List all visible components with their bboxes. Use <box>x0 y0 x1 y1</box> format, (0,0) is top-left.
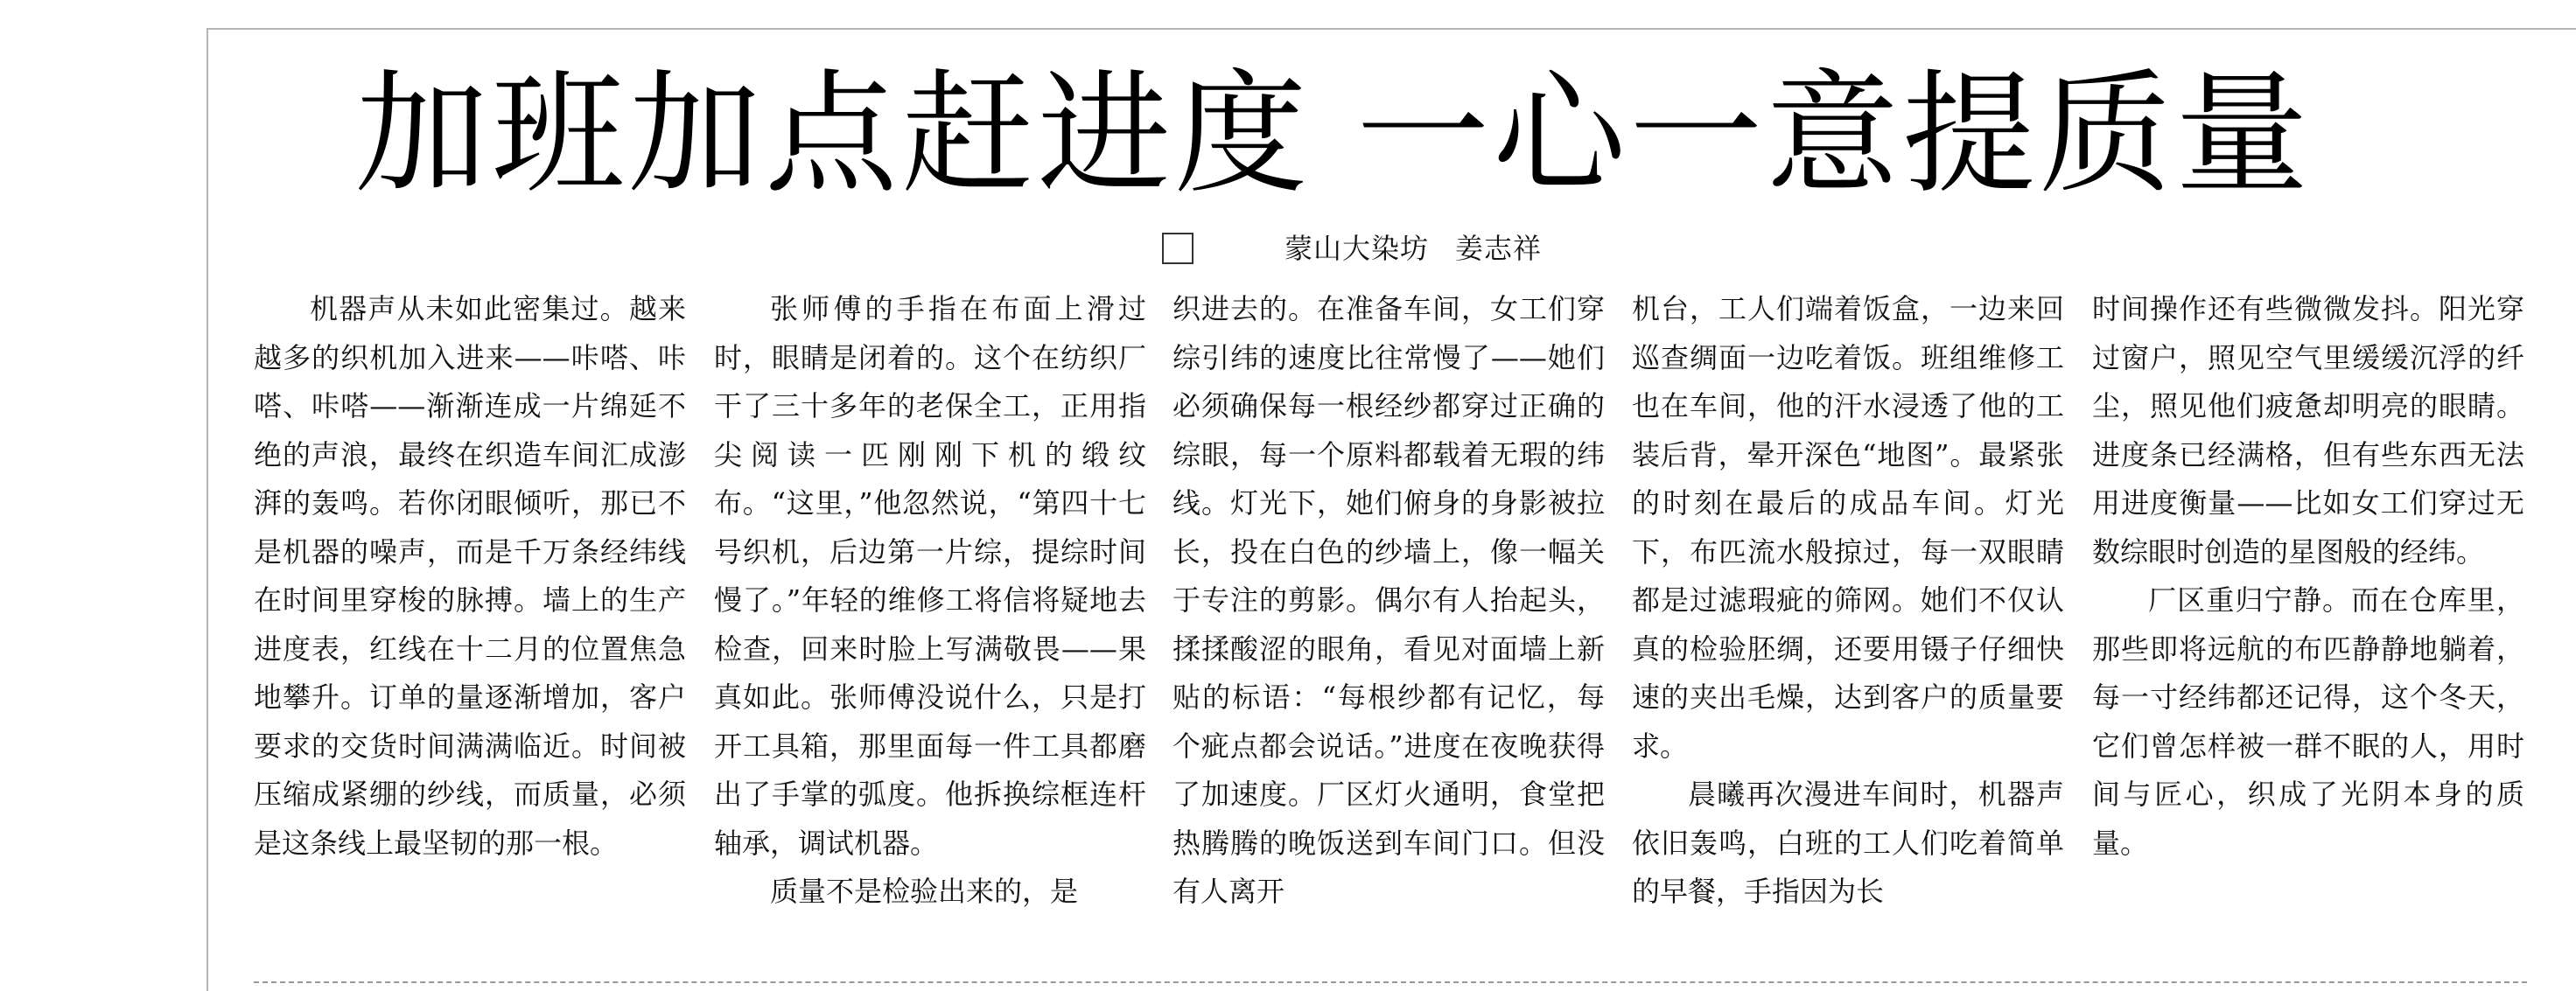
column-4-paragraph-2: 晨曦再次漫进车间时，机器声依旧轰鸣，白班的工人们吃着简单的早餐，手指因为长 <box>1632 778 2064 908</box>
byline-organization: 蒙山大染坊 <box>1284 232 1430 265</box>
byline-square-icon <box>1162 233 1194 264</box>
column-2-paragraph-2: 质量不是检验出来的，是 <box>770 875 1079 908</box>
frame-top-border <box>206 28 2576 30</box>
column-5-paragraph-1: 时间操作还有些微微发抖。阳光穿过窗户，照见空气里缓缓沉浮的纤尘，照见他们疲惫却明亮的眼睛。进度条已经满格，但有些东西无法用进度衡量——比如女工们穿过无数综眼时创造的星图般的经纬。 <box>2092 292 2524 569</box>
bottom-dotted-rule <box>254 981 2527 983</box>
column-2-paragraph-1: 张师傅的手指在布面上滑过时，眼睛是闭着的。这个在纺织厂干了三十多年的老保全工，正用指尖阅读一匹刚刚下机的缎纹布。“这里，”他忽然说，“第四十七号织机，后边第一片综，提综时间慢了。”年轻的维修工将信将疑地去检查，回来时脸上写满敬畏——果真如此。张师傅没说什么，只是打开工具箱，那里面每一件工具都磨出了手掌的弧度。他拆换综框连杆轴承，调试机器。 <box>714 292 1146 860</box>
column-5-paragraph-2: 厂区重归宁静。而在仓库里，那些即将远航的布匹静静地躺着，每一寸经纬都还记得，这个冬天，它们曾怎样被一群不眠的人，用时间与匠心，织成了光阴本身的质量。 <box>2092 583 2524 860</box>
article-column-2 <box>714 285 1146 971</box>
byline-author: 姜志祥 <box>1455 232 1543 265</box>
column-4-paragraph-1: 机台，工人们端着饭盒，一边来回巡查绸面一边吃着饭。班组维修工也在车间，他的汗水浸透了他的工装后背，晕开深色“地图”。最紧张的时刻在最后的成品车间。灯光下，布匹流水般掠过，每一双眼睛都是过滤瑕疵的筛网。她们不仅认真的检验胚绸，还要用镊子仔细快速的夹出毛燥，达到客户的质量要求。 <box>1632 292 2064 763</box>
article-column-1 <box>254 285 686 971</box>
column-1-paragraph-1: 机器声从未如此密集过。越来越多的织机加入进来——咔嗒、咔嗒、咔嗒——渐渐连成一片绵延不绝的声浪，最终在织造车间汇成澎湃的轰鸣。若你闭眼倾听，那已不是机器的噪声，而是千万条经纬线在时间里穿梭的脉搏。墙上的生产进度表，红线在十二月的位置焦急地攀升。订单的量逐渐增加，客户要求的交货时间满满临近。时间被压缩成紧绷的纱线，而质量，必须是这条线上最坚韧的那一根。 <box>254 292 686 860</box>
column-3-paragraph-1: 织进去的。在准备车间，女工们穿综引纬的速度比往常慢了——她们必须确保每一根经纱都穿过正确的综眼，每一个原料都载着无瑕的纬线。灯光下，她们俯身的身影被拉长，投在白色的纱墙上，像一幅关于专注的剪影。偶尔有人抬起头，揉揉酸涩的眼角，看见对面墙上新贴的标语：“每根纱都有记忆，每个疵点都会说话。”进度在夜晚获得了加速度。厂区灯火通明，食堂把热腾腾的晚饭送到车间门口。但没有人离开 <box>1172 292 1605 908</box>
article-headline: 加班加点赶进度 一心一意提质量 <box>354 57 2313 212</box>
article-byline <box>1162 229 1542 268</box>
article-column-3 <box>1172 285 1605 971</box>
article-column-5 <box>2092 285 2524 971</box>
article-column-4 <box>1632 285 2064 971</box>
